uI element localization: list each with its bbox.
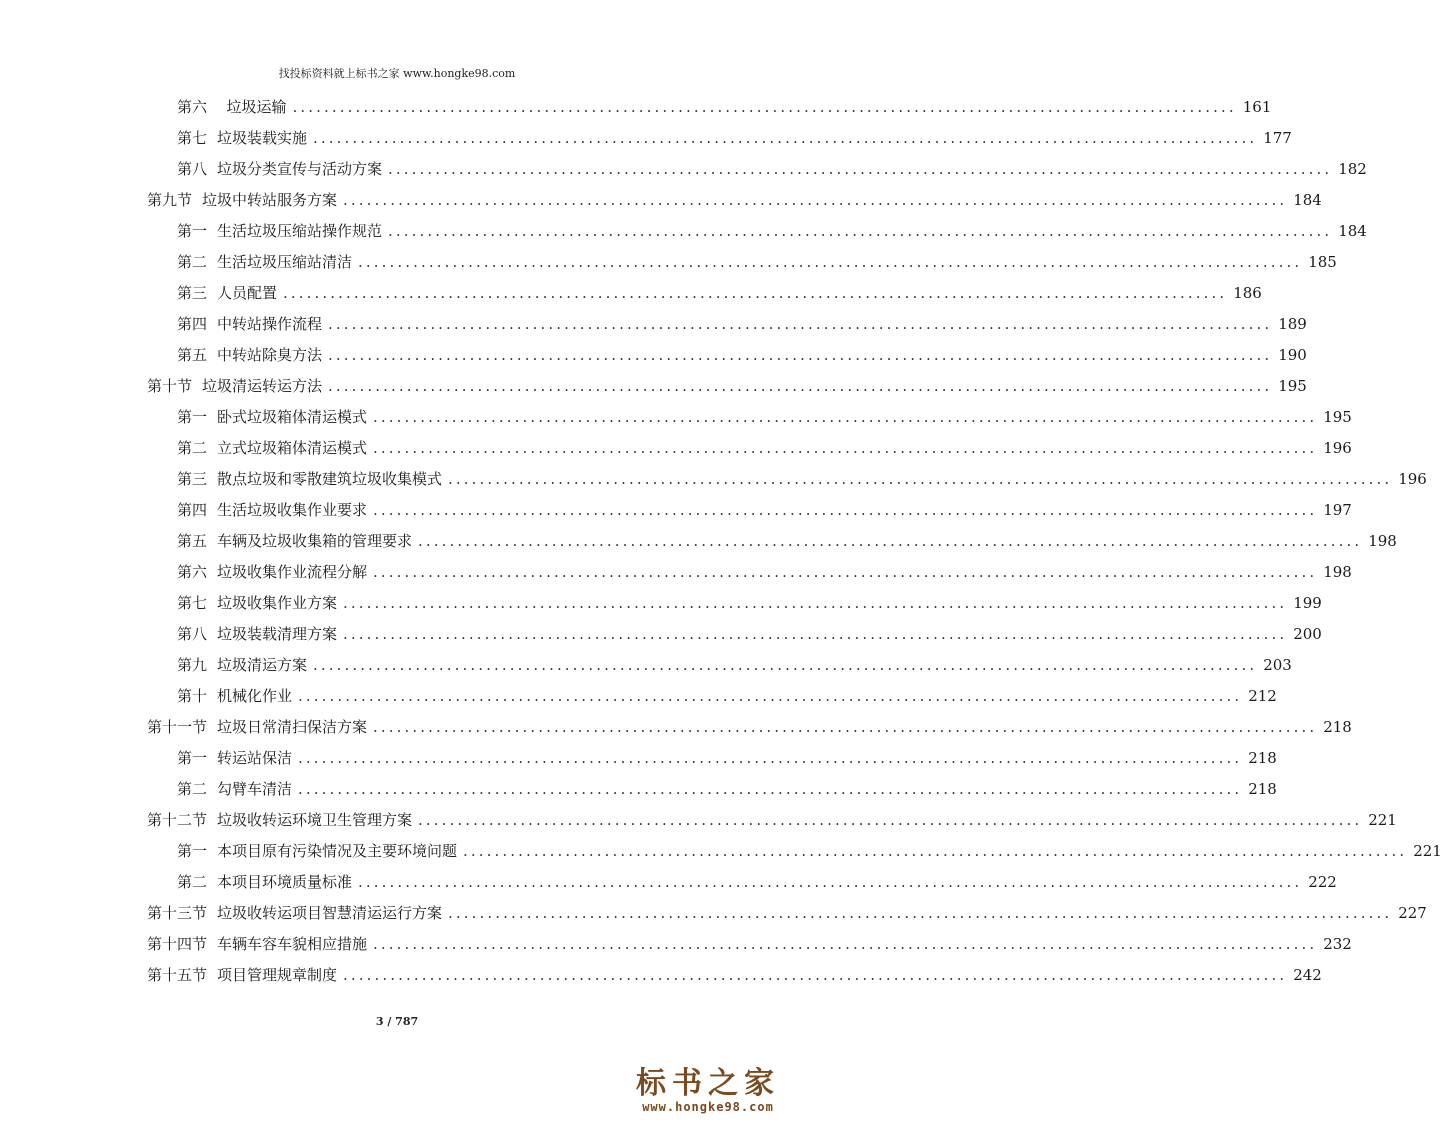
toc-dot-leader: ........................................................................................................................	[313, 129, 1258, 147]
page-header: 找投标资料就上标书之家 www.hongke98.com	[278, 67, 516, 80]
logo-wordmark: 标书之家	[636, 1066, 780, 1101]
toc-entry-number: 第八	[177, 160, 208, 178]
toc-dot-leader: ........................................................................................................................	[298, 687, 1243, 705]
toc-entry-title: 垃圾装载清理方案	[217, 625, 338, 643]
toc-entry-page: 198	[1368, 532, 1397, 550]
toc-entry-page: 200	[1293, 625, 1322, 643]
toc-entry-number: 第一	[177, 222, 208, 240]
toc-entry	[147, 929, 1352, 959]
toc-entry-number: 第五	[177, 532, 208, 550]
toc-entry-number: 第九节	[147, 191, 193, 209]
toc-entry	[177, 650, 1292, 680]
toc-entry-number: 第十一节	[147, 718, 208, 736]
toc-entry-title: 垃圾分类宣传与活动方案	[217, 160, 383, 178]
toc-dot-leader: ........................................................................................................................	[328, 315, 1273, 333]
toc-entry-page: 184	[1293, 191, 1322, 209]
toc-entry-page: 184	[1338, 222, 1367, 240]
toc-entry-number: 第十四节	[147, 935, 208, 953]
toc-entry	[177, 309, 1307, 339]
toc-entry-title: 垃圾收转运项目智慧清运运行方案	[217, 904, 443, 922]
toc-entry-page: 182	[1338, 160, 1367, 178]
toc-dot-leader: ........................................................................................................................	[448, 470, 1393, 488]
toc-entry-page: 221	[1368, 811, 1397, 829]
toc-entry-page: 232	[1323, 935, 1352, 953]
toc-entry-page: 221	[1413, 842, 1442, 860]
toc-entry-title: 垃圾装载实施	[217, 129, 308, 147]
toc-dot-leader: ........................................................................................................................	[388, 160, 1333, 178]
toc-dot-leader: ........................................................................................................................	[343, 625, 1288, 643]
toc-dot-leader: ........................................................................................................................	[373, 935, 1318, 953]
toc-entry-page: 196	[1323, 439, 1352, 457]
toc-dot-leader: ........................................................................................................................	[463, 842, 1408, 860]
toc-dot-leader: ........................................................................................................................	[313, 656, 1258, 674]
toc-entry-number: 第十节	[147, 377, 193, 395]
toc-entry	[177, 495, 1352, 525]
toc-entry-number: 第三	[177, 470, 208, 488]
toc-entry	[177, 247, 1337, 277]
toc-entry-page: 218	[1248, 780, 1277, 798]
toc-entry-number: 第六	[177, 563, 208, 581]
toc-entry	[177, 588, 1322, 618]
toc-entry	[147, 960, 1322, 990]
toc-entry-page: 218	[1248, 749, 1277, 767]
toc-dot-leader: ........................................................................................................................	[283, 284, 1228, 302]
toc-entry	[147, 898, 1427, 928]
toc-entry	[177, 681, 1277, 711]
toc-entry-number: 第一	[177, 408, 208, 426]
toc-entry-page: 197	[1323, 501, 1352, 519]
toc-entry	[177, 92, 1272, 122]
toc-dot-leader: ........................................................................................................................	[418, 811, 1363, 829]
toc-entry-page: 177	[1263, 129, 1292, 147]
toc-entry-page: 198	[1323, 563, 1352, 581]
toc-entry-title: 车辆及垃圾收集箱的管理要求	[217, 532, 413, 550]
toc-entry-number: 第二	[177, 253, 208, 271]
toc-dot-leader: ........................................................................................................................	[373, 439, 1318, 457]
toc-entry-number: 第三	[177, 284, 208, 302]
toc-entry-number: 第六	[177, 98, 208, 116]
toc-entry-number: 第十二节	[147, 811, 208, 829]
toc-dot-leader: ........................................................................................................................	[343, 594, 1288, 612]
toc-entry-title: 立式垃圾箱体清运模式	[217, 439, 368, 457]
toc-entry	[177, 774, 1277, 804]
toc-entry	[177, 557, 1352, 587]
toc-entry-page: 195	[1323, 408, 1352, 426]
toc-entry-page: 195	[1278, 377, 1307, 395]
logo-url: www.hongke98.com	[642, 1100, 774, 1114]
toc-entry-title: 垃圾运输	[217, 98, 287, 116]
toc-entry-page: 212	[1248, 687, 1277, 705]
toc-dot-leader: ........................................................................................................................	[328, 377, 1273, 395]
toc-entry-number: 第二	[177, 780, 208, 798]
toc-entry-page: 222	[1308, 873, 1337, 891]
toc-entry	[177, 278, 1262, 308]
toc-entry-title: 垃圾日常清扫保洁方案	[217, 718, 368, 736]
toc-dot-leader: ........................................................................................................................	[358, 253, 1303, 271]
toc-dot-leader: ........................................................................................................................	[343, 966, 1288, 984]
toc-entry-title: 垃圾收集作业流程分解	[217, 563, 368, 581]
toc-entry	[177, 154, 1367, 184]
toc-entry-title: 中转站操作流程	[217, 315, 323, 333]
toc-entry-number: 第五	[177, 346, 208, 364]
toc-entry-title: 机械化作业	[217, 687, 293, 705]
toc-entry-number: 第二	[177, 439, 208, 457]
toc-dot-leader: ........................................................................................................................	[298, 780, 1243, 798]
toc-entry-number: 第四	[177, 315, 208, 333]
toc-entry	[177, 433, 1352, 463]
toc-entry-page: 161	[1242, 98, 1272, 116]
toc-entry-page: 199	[1293, 594, 1322, 612]
page-number: 3 / 787	[375, 1015, 419, 1028]
toc-dot-leader: ........................................................................................................................	[373, 501, 1318, 519]
toc-entry	[177, 743, 1277, 773]
toc-entry-number: 第八	[177, 625, 208, 643]
toc-entry	[177, 216, 1367, 246]
toc-entry-title: 卧式垃圾箱体清运模式	[217, 408, 368, 426]
toc-entry-page: 227	[1398, 904, 1427, 922]
toc-dot-leader: ........................................................................................................................	[373, 718, 1318, 736]
toc-entry	[147, 371, 1307, 401]
toc-entry-number: 第一	[177, 842, 208, 860]
site-logo	[622, 1058, 794, 1122]
toc-dot-leader: ........................................................................................................................	[418, 532, 1363, 550]
toc-entry-number: 第一	[177, 749, 208, 767]
toc-entry-title: 勾臂车清洁	[217, 780, 293, 798]
toc-entry-title: 散点垃圾和零散建筑垃圾收集模式	[217, 470, 443, 488]
toc-dot-leader: ........................................................................................................................	[373, 408, 1318, 426]
toc-dot-leader: ........................................................................................................................	[328, 346, 1273, 364]
toc-entry	[177, 867, 1337, 897]
toc-entry-title: 垃圾中转站服务方案	[202, 191, 338, 209]
toc-entry	[177, 123, 1292, 153]
toc-entry-page: 186	[1233, 284, 1262, 302]
toc-entry	[177, 402, 1352, 432]
toc-entry-title: 本项目环境质量标准	[217, 873, 353, 891]
toc-entry-number: 第四	[177, 501, 208, 519]
toc-entry	[147, 805, 1397, 835]
toc-entry-number: 第七	[177, 129, 208, 147]
toc-dot-leader: ........................................................................................................................	[448, 904, 1393, 922]
toc-entry-page: 185	[1308, 253, 1337, 271]
toc-entry-title: 垃圾收集作业方案	[217, 594, 338, 612]
toc-entry	[177, 340, 1307, 370]
toc-entry-number: 第二	[177, 873, 208, 891]
toc-entry-page: 189	[1278, 315, 1307, 333]
toc-dot-leader: ........................................................................................................................	[358, 873, 1303, 891]
toc-entry-title: 转运站保洁	[217, 749, 293, 767]
toc-entry-title: 垃圾清运转运方法	[202, 377, 323, 395]
toc-entry-number: 第十五节	[147, 966, 208, 984]
toc-entry-number: 第十三节	[147, 904, 208, 922]
toc-entry	[177, 464, 1427, 494]
toc-entry-title: 本项目原有污染情况及主要环境问题	[217, 842, 458, 860]
toc-entry-title: 项目管理规章制度	[217, 966, 338, 984]
toc-entry-title: 中转站除臭方法	[217, 346, 323, 364]
toc-dot-leader: ........................................................................................................................	[343, 191, 1288, 209]
toc-entry-title: 垃圾收转运环境卫生管理方案	[217, 811, 413, 829]
toc-dot-leader: ........................................................................................................................	[388, 222, 1333, 240]
toc-entry-number: 第七	[177, 594, 208, 612]
toc-entry-page: 218	[1323, 718, 1352, 736]
toc-entry	[147, 185, 1322, 215]
toc-entry-title: 人员配置	[217, 284, 278, 302]
toc-entry-page: 203	[1263, 656, 1292, 674]
toc-entry	[177, 619, 1322, 649]
toc-entry	[177, 836, 1442, 866]
toc-entry-title: 生活垃圾压缩站清洁	[217, 253, 353, 271]
toc-entry	[147, 712, 1352, 742]
toc-entry-page: 242	[1293, 966, 1322, 984]
toc-entry-title: 车辆车容车貌相应措施	[217, 935, 368, 953]
toc-entry-page: 196	[1398, 470, 1427, 488]
toc-dot-leader: ........................................................................................................................	[292, 98, 1237, 116]
toc-entry-page: 190	[1278, 346, 1307, 364]
toc-entry-title: 垃圾清运方案	[217, 656, 308, 674]
toc-dot-leader: ........................................................................................................................	[298, 749, 1243, 767]
toc-entry-number: 第十	[177, 687, 208, 705]
toc-dot-leader: ........................................................................................................................	[373, 563, 1318, 581]
toc-entry-title: 生活垃圾收集作业要求	[217, 501, 368, 519]
toc-entry-title: 生活垃圾压缩站操作规范	[217, 222, 383, 240]
toc-entry	[177, 526, 1397, 556]
toc-entry-number: 第九	[177, 656, 208, 674]
